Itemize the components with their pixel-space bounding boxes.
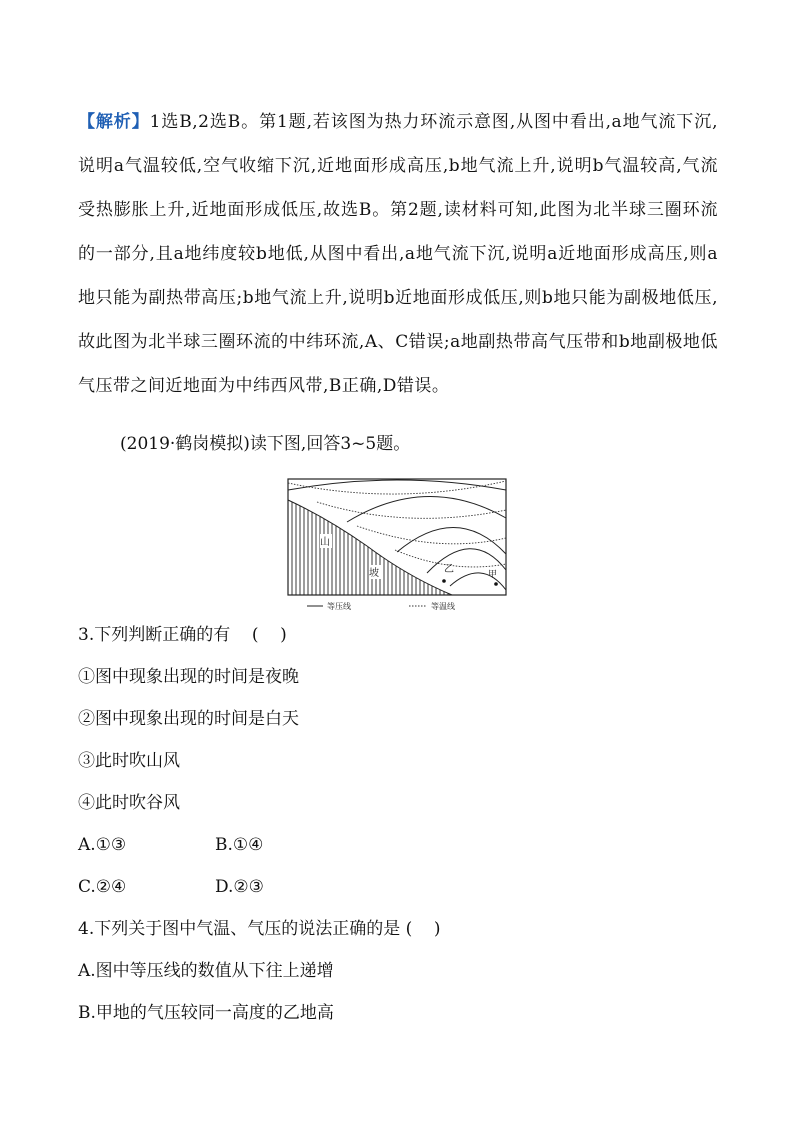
question-3-option-d: D.②③: [215, 877, 264, 897]
question-4-option-b: B.甲地的气压较同一高度的乙地高: [78, 1003, 334, 1023]
legend-isotherm-label: 等温线: [431, 602, 455, 611]
isotherm-line: [288, 481, 506, 494]
legend-isobar-label: 等压线: [327, 602, 351, 611]
question-4-option-a: A.图中等压线的数值从下往上递增: [78, 961, 334, 981]
question-3-item-2: ②图中现象出现的时间是白天: [78, 709, 299, 729]
point-jia: [494, 582, 498, 586]
question-intro: (2019·鹤岗模拟)读下图,回答3~5题。: [120, 434, 411, 454]
question-3-item-4: ④此时吹谷风: [78, 793, 180, 813]
question-4-stem: 4.下列关于图中气温、气压的说法正确的是 ( ): [78, 919, 441, 939]
label-yi: 乙: [444, 564, 454, 575]
mountain-valley-figure: [287, 478, 507, 614]
question-3-option-c: C.②④: [78, 877, 127, 897]
point-yi: [442, 579, 446, 583]
question-3-item-1: ①图中现象出现的时间是夜晚: [78, 667, 299, 687]
isobar-line: [450, 573, 506, 590]
label-jia: 甲: [488, 570, 498, 580]
analysis-tag: 【解析】: [78, 112, 150, 132]
question-3-option-b: B.①④: [215, 835, 264, 855]
question-3-stem: 3.下列判断正确的有 ( ): [78, 625, 287, 645]
analysis-paragraph: [78, 100, 718, 408]
analysis-text: 1选B,2选B。第1题,若该图为热力环流示意图,从图中看出,a地气流下沉,说明a气温较低,空气收缩下沉,近地面形成高压,b地气流上升,说明b气温较高,气流受热膨胀上升,近地面形成低压,故选B。第2题,读材料可知,此图为北半球三圈环流的一部分,且a地纬度较b地低,从图中看出,a地气流下沉,说明a近地面形成高压,则a地只能为副热带高压;b地气流上升,说明b近地面形成低压,则b地只能为副极地低压,故此图为北半球三圈环流的中纬环流,A、C错误;a地副热带高气压带和b地副极地低气压带之间近地面为中纬西风带,B正确,D错误。: [78, 112, 719, 396]
isotherm-line: [357, 526, 506, 544]
question-3-item-3: ③此时吹山风: [78, 751, 180, 771]
question-3-option-a: A.①③: [78, 835, 127, 855]
label-mountain-2: 坡: [369, 568, 379, 579]
label-mountain-1: 山: [320, 537, 330, 548]
